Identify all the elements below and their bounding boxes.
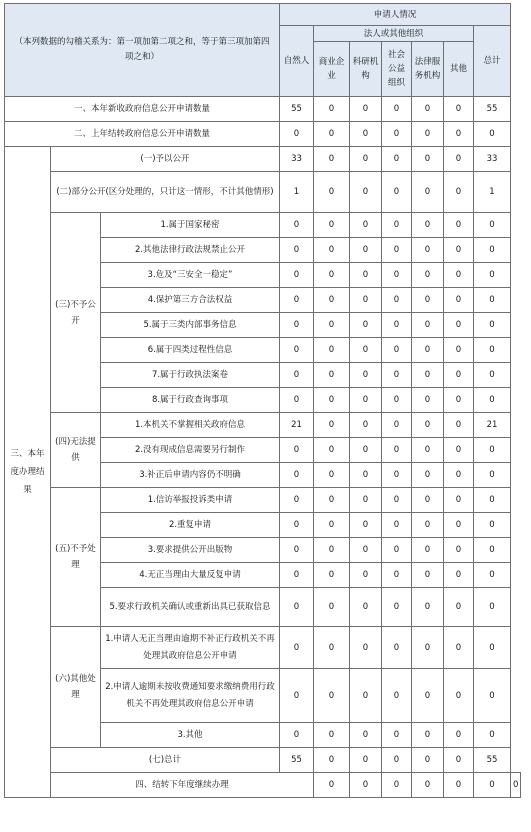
value-cell: 0	[474, 588, 511, 627]
value-cell: 0	[444, 172, 474, 213]
value-cell: 0	[382, 627, 412, 669]
value-cell: 0	[382, 463, 412, 488]
value-cell: 0	[412, 213, 444, 238]
group-label: (六)其他处理	[51, 627, 101, 748]
item-label: 5.要求行政机关确认或重新出具已获取信息	[101, 588, 280, 627]
value-cell: 0	[444, 413, 474, 438]
value-cell: 0	[314, 513, 350, 538]
value-cell: 0	[314, 238, 350, 263]
value-cell: 0	[280, 338, 314, 363]
value-cell: 0	[350, 313, 382, 338]
value-cell: 0	[280, 488, 314, 513]
value-cell: 0	[314, 338, 350, 363]
value-cell: 0	[474, 238, 511, 263]
value-cell: 0	[350, 563, 382, 588]
item-label: 3.其他	[101, 723, 280, 748]
value-cell: 0	[444, 723, 474, 748]
value-cell: 0	[314, 627, 350, 669]
value-cell: 0	[412, 147, 444, 172]
value-cell: 0	[474, 463, 511, 488]
value-cell: 0	[412, 388, 444, 413]
value-cell: 0	[280, 563, 314, 588]
value-cell: 0	[314, 172, 350, 213]
value-cell: 0	[382, 513, 412, 538]
value-cell: 0	[350, 338, 382, 363]
value-cell: 0	[444, 669, 474, 723]
value-cell: 0	[350, 773, 382, 798]
group-label: (三)不予公开	[51, 213, 101, 413]
value-cell: 0	[314, 213, 350, 238]
value-cell: 0	[444, 97, 474, 122]
header-legal-col: 其他	[444, 42, 474, 97]
value-cell: 0	[444, 748, 474, 773]
value-cell: 0	[350, 438, 382, 463]
value-cell: 0	[350, 388, 382, 413]
item-label: 1.申请人无正当理由逾期不补正行政机关不再处理其政府信息公开申请	[101, 627, 280, 669]
value-cell: 1	[280, 172, 314, 213]
item-label: 3.危及“三安全一稳定”	[101, 263, 280, 288]
value-cell: 0	[474, 488, 511, 513]
value-cell: 0	[444, 363, 474, 388]
value-cell: 55	[474, 748, 511, 773]
value-cell: 0	[350, 588, 382, 627]
value-cell: 0	[412, 538, 444, 563]
value-cell: 0	[382, 338, 412, 363]
value-cell: 0	[280, 723, 314, 748]
value-cell: 0	[314, 363, 350, 388]
value-cell: 0	[314, 488, 350, 513]
item-label: 6.属于四类过程性信息	[101, 338, 280, 363]
row-label: 二、上年结转政府信息公开申请数量	[5, 122, 280, 147]
value-cell: 0	[474, 263, 511, 288]
value-cell: 0	[382, 669, 412, 723]
value-cell: 0	[474, 627, 511, 669]
value-cell: 0	[314, 463, 350, 488]
value-cell: 0	[474, 773, 511, 798]
value-cell: 0	[412, 263, 444, 288]
value-cell: 0	[314, 563, 350, 588]
value-cell: 0	[382, 488, 412, 513]
table-row	[5, 147, 521, 172]
header-natural: 自然人	[280, 26, 314, 97]
value-cell: 0	[444, 627, 474, 669]
value-cell: 0	[314, 122, 350, 147]
header-title: 申请人情况	[280, 4, 511, 26]
value-cell: 0	[382, 213, 412, 238]
row-label: 四、结转下年度继续办理	[51, 773, 314, 798]
value-cell: 0	[474, 438, 511, 463]
value-cell: 33	[280, 147, 314, 172]
value-cell: 0	[280, 263, 314, 288]
value-cell: 0	[412, 513, 444, 538]
value-cell: 1	[474, 172, 511, 213]
item-label: 4.保护第三方合法权益	[101, 288, 280, 313]
value-cell: 0	[412, 413, 444, 438]
value-cell: 0	[444, 513, 474, 538]
table-row	[5, 122, 521, 147]
row-label: (一)予以公开	[51, 147, 280, 172]
table-row	[5, 748, 521, 773]
group-label: (四)无法提供	[51, 413, 101, 488]
value-cell: 0	[412, 313, 444, 338]
value-cell: 55	[280, 97, 314, 122]
value-cell: 0	[412, 288, 444, 313]
value-cell: 0	[474, 513, 511, 538]
header-legal-col: 商业企业	[314, 42, 350, 97]
value-cell: 0	[474, 363, 511, 388]
value-cell: 0	[350, 723, 382, 748]
value-cell: 0	[444, 263, 474, 288]
item-label: 4.无正当理由大量反复申请	[101, 563, 280, 588]
value-cell: 0	[314, 413, 350, 438]
value-cell: 0	[474, 723, 511, 748]
value-cell: 0	[412, 438, 444, 463]
value-cell: 0	[382, 313, 412, 338]
value-cell: 0	[350, 538, 382, 563]
value-cell: 0	[474, 669, 511, 723]
row-label: (二)部分公开(区分处理的，只计这一情形，不计其他情形)	[51, 172, 280, 213]
value-cell: 0	[474, 388, 511, 413]
value-cell: 0	[382, 263, 412, 288]
value-cell: 0	[444, 313, 474, 338]
value-cell: 0	[474, 122, 511, 147]
value-cell: 0	[444, 238, 474, 263]
value-cell: 0	[444, 288, 474, 313]
value-cell: 0	[412, 363, 444, 388]
value-cell: 0	[350, 488, 382, 513]
row-label: (七)总计	[51, 748, 280, 773]
value-cell: 0	[474, 213, 511, 238]
value-cell: 0	[474, 288, 511, 313]
table-row	[5, 172, 521, 213]
value-cell: 0	[280, 538, 314, 563]
header-legal-col: 法律服务机构	[412, 42, 444, 97]
value-cell: 0	[444, 463, 474, 488]
value-cell: 0	[382, 147, 412, 172]
value-cell: 0	[314, 263, 350, 288]
table-row	[5, 488, 521, 513]
value-cell: 0	[444, 488, 474, 513]
value-cell: 0	[314, 748, 350, 773]
value-cell: 0	[280, 463, 314, 488]
value-cell: 0	[474, 338, 511, 363]
value-cell: 0	[382, 363, 412, 388]
row-label: 一、本年新收政府信息公开申请数量	[5, 97, 280, 122]
value-cell: 0	[412, 463, 444, 488]
value-cell: 0	[350, 513, 382, 538]
value-cell: 0	[412, 122, 444, 147]
value-cell: 0	[350, 97, 382, 122]
value-cell: 0	[314, 438, 350, 463]
value-cell: 0	[314, 97, 350, 122]
value-cell: 0	[280, 388, 314, 413]
table-row	[5, 97, 521, 122]
value-cell: 0	[280, 213, 314, 238]
value-cell: 0	[314, 313, 350, 338]
value-cell: 0	[382, 388, 412, 413]
item-label: 2.其他法律行政法规禁止公开	[101, 238, 280, 263]
item-label: 1.本机关不掌握相关政府信息	[101, 413, 280, 438]
value-cell: 0	[444, 538, 474, 563]
value-cell: 0	[444, 213, 474, 238]
value-cell: 0	[350, 122, 382, 147]
value-cell: 0	[444, 122, 474, 147]
value-cell: 0	[350, 669, 382, 723]
item-label: 5.属于三类内部事务信息	[101, 313, 280, 338]
value-cell: 0	[280, 122, 314, 147]
value-cell: 0	[280, 627, 314, 669]
value-cell: 0	[280, 238, 314, 263]
value-cell: 0	[382, 122, 412, 147]
value-cell: 0	[280, 438, 314, 463]
value-cell: 0	[350, 288, 382, 313]
value-cell: 0	[382, 288, 412, 313]
table-row	[5, 213, 521, 238]
header-legal-group: 法人或其他组织	[314, 26, 474, 42]
value-cell: 0	[350, 213, 382, 238]
value-cell: 0	[382, 238, 412, 263]
value-cell: 0	[382, 97, 412, 122]
value-cell: 0	[474, 563, 511, 588]
value-cell: 0	[350, 463, 382, 488]
table-row	[5, 627, 521, 669]
value-cell: 0	[412, 172, 444, 213]
value-cell: 0	[382, 413, 412, 438]
value-cell: 0	[444, 773, 474, 798]
value-cell: 0	[474, 313, 511, 338]
value-cell: 0	[444, 338, 474, 363]
value-cell: 0	[350, 238, 382, 263]
header-legal-col: 科研机构	[350, 42, 382, 97]
value-cell: 0	[412, 338, 444, 363]
value-cell: 0	[280, 588, 314, 627]
value-cell: 0	[412, 773, 444, 798]
item-label: 2.重复申请	[101, 513, 280, 538]
value-cell: 0	[382, 588, 412, 627]
item-label: 1.属于国家秘密	[101, 213, 280, 238]
value-cell: 0	[382, 773, 412, 798]
value-cell: 21	[474, 413, 511, 438]
value-cell: 0	[314, 669, 350, 723]
value-cell: 0	[444, 588, 474, 627]
value-cell: 0	[350, 627, 382, 669]
value-cell: 0	[444, 388, 474, 413]
value-cell: 0	[314, 388, 350, 413]
value-cell: 0	[350, 413, 382, 438]
item-label: 3.补正后申请内容仍不明确	[101, 463, 280, 488]
value-cell: 55	[474, 97, 511, 122]
value-cell: 33	[474, 147, 511, 172]
section-label: 三、本年度办理结果	[5, 147, 51, 798]
value-cell: 0	[314, 288, 350, 313]
value-cell: 0	[382, 172, 412, 213]
value-cell: 0	[382, 538, 412, 563]
value-cell: 0	[280, 288, 314, 313]
group-label: (五)不予处理	[51, 488, 101, 627]
value-cell: 0	[350, 363, 382, 388]
value-cell: 0	[314, 773, 350, 798]
value-cell: 0	[511, 773, 521, 798]
value-cell: 21	[280, 413, 314, 438]
value-cell: 0	[350, 172, 382, 213]
item-label: 2.没有现成信息需要另行制作	[101, 438, 280, 463]
value-cell: 0	[444, 438, 474, 463]
value-cell: 0	[382, 748, 412, 773]
table-row	[5, 413, 521, 438]
value-cell: 0	[280, 363, 314, 388]
value-cell: 0	[314, 147, 350, 172]
value-cell: 0	[412, 627, 444, 669]
value-cell: 0	[474, 538, 511, 563]
item-label: 7.属于行政执法案卷	[101, 363, 280, 388]
value-cell: 55	[280, 748, 314, 773]
value-cell: 0	[280, 669, 314, 723]
value-cell: 0	[412, 563, 444, 588]
item-label: 3.要求提供公开出版物	[101, 538, 280, 563]
value-cell: 0	[412, 97, 444, 122]
value-cell: 0	[280, 513, 314, 538]
value-cell: 0	[314, 538, 350, 563]
disclosure-table	[4, 3, 521, 798]
value-cell: 0	[350, 147, 382, 172]
value-cell: 0	[412, 723, 444, 748]
value-cell: 0	[314, 588, 350, 627]
item-label: 2.申请人逾期未按收费通知要求缴纳费用行政机关不再处理其政府信息公开申请	[101, 669, 280, 723]
header-total: 总计	[474, 26, 511, 97]
header-legal-col: 社会公益组织	[382, 42, 412, 97]
value-cell: 0	[412, 488, 444, 513]
item-label: 1.信访举报投诉类申请	[101, 488, 280, 513]
value-cell: 0	[350, 748, 382, 773]
header-note: （本列数据的勾稽关系为：第一项加第二项之和，等于第三项加第四项之和）	[5, 4, 280, 97]
value-cell: 0	[412, 748, 444, 773]
value-cell: 0	[382, 438, 412, 463]
value-cell: 0	[412, 238, 444, 263]
value-cell: 0	[280, 313, 314, 338]
item-label: 8.属于行政查询事项	[101, 388, 280, 413]
value-cell: 0	[412, 669, 444, 723]
value-cell: 0	[382, 563, 412, 588]
table-row	[5, 773, 521, 798]
value-cell: 0	[444, 147, 474, 172]
value-cell: 0	[314, 723, 350, 748]
value-cell: 0	[382, 723, 412, 748]
value-cell: 0	[350, 263, 382, 288]
value-cell: 0	[412, 588, 444, 627]
value-cell: 0	[444, 563, 474, 588]
